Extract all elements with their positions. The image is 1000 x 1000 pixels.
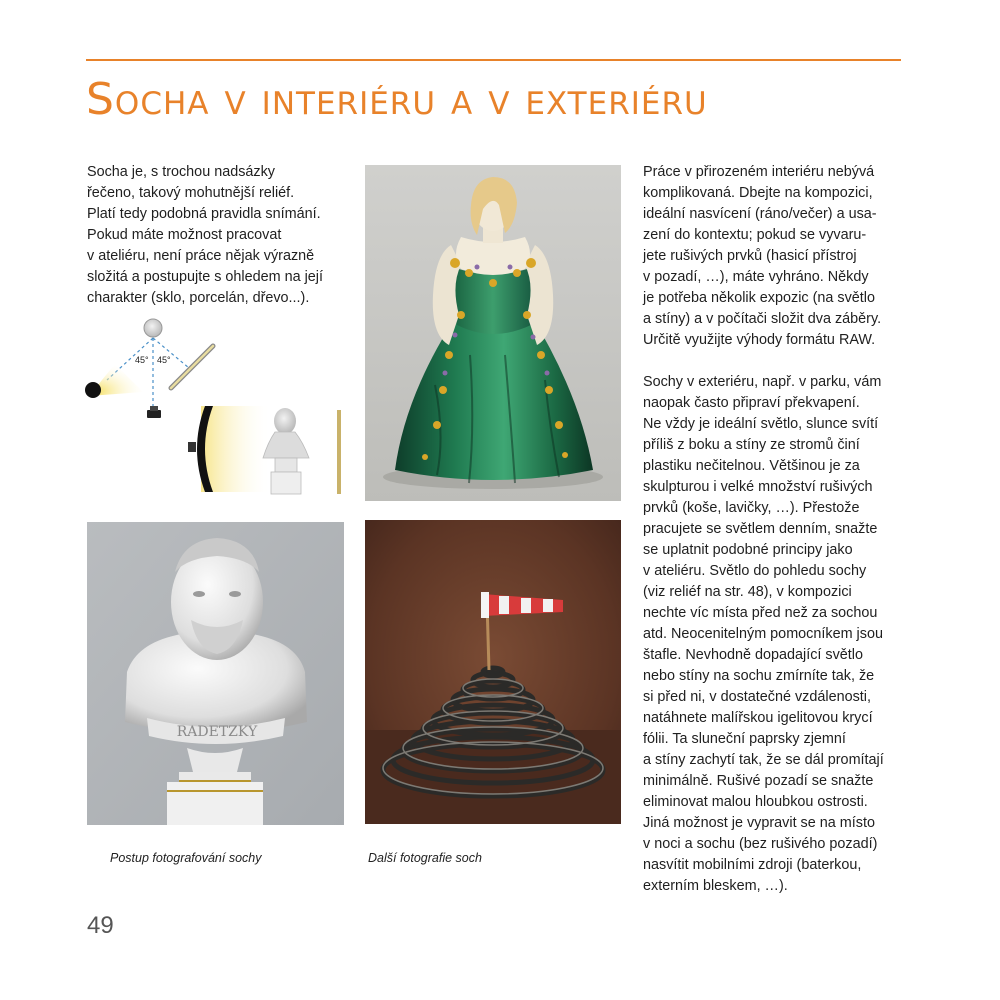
text-line: zení do kontextu; pokud se vyvaru- <box>643 227 867 243</box>
green-statue-photo <box>365 165 621 501</box>
lighting-diagram <box>85 318 355 500</box>
text-line: skulpturou i velké množství rušivých <box>643 479 873 495</box>
text-line: Pokud máte možnost pracovat <box>87 227 282 243</box>
text-line: Práce v přirozeném interiéru nebývá <box>643 164 875 180</box>
header-rule <box>86 59 901 61</box>
text-line: Jiná možnost je vypravit se na místo <box>643 815 875 831</box>
text-line: natáhnete malířskou igelitovou krycí <box>643 710 873 726</box>
statue-top-view-icon <box>144 319 162 337</box>
text-line: v pozadí, …), máte vyhráno. Někdy <box>643 269 869 285</box>
angle-label-left: 45° <box>135 355 149 365</box>
text-line: ideální nasvícení (ráno/večer) a usa- <box>643 206 877 222</box>
text-line: řečeno, takový mohutnější reliéf. <box>87 185 295 201</box>
page-number: 49 <box>87 912 114 939</box>
text-line: nasvítit mobilními zdroji (baterkou, <box>643 857 862 873</box>
text-line: složitá a postupujte s ohledem na její <box>87 269 323 285</box>
text-line: prvků (koše, lavičky, …). Přestože <box>643 500 860 516</box>
text-line: si před ni, v dostatečné vzdálenosti, <box>643 689 871 705</box>
camera-top-icon <box>147 410 161 418</box>
text-line <box>643 351 884 372</box>
reflector-side-icon <box>337 410 341 494</box>
bust-side-icon <box>274 408 296 434</box>
text-line: Určitě využijte výhody formátu RAW. <box>643 332 876 348</box>
text-line: nechte víc místa před než za sochou <box>643 605 878 621</box>
caption-left: Postup fotografování sochy <box>110 851 262 865</box>
light-source-icon <box>85 382 101 398</box>
text-line: a stíny zachytí tak, že se dál promítají <box>643 752 884 768</box>
text-line: naopak často připraví překvapení. <box>643 395 860 411</box>
angle-label-right: 45° <box>157 355 171 365</box>
text-line: minimálně. Rušivé pozadí se snažte <box>643 773 874 789</box>
text-line: Sochy v exteriéru, např. v parku, vám <box>643 374 882 390</box>
text-line: a stíny) a v počítači složit dva záběry. <box>643 311 882 327</box>
text-line: externím bleskem, …). <box>643 878 788 894</box>
radetzky-bust-photo <box>87 522 344 825</box>
caption-right: Další fotografie soch <box>368 851 482 865</box>
text-line: příliš z boku a stíny ze stromů činí <box>643 437 860 453</box>
text-line: (viz reliéf na str. 48), v kompozici <box>643 584 852 600</box>
text-line: pracujete se světlem denním, snažte <box>643 521 878 537</box>
text-line: v ateliéru, není práce nějak výrazně <box>87 248 315 264</box>
spiral-sculpture-photo <box>365 520 621 824</box>
text-line: atd. Neocenitelným pomocníkem jsou <box>643 626 883 642</box>
page-title: Socha v interiéru a v exteriéru <box>86 74 708 125</box>
text-line: nebo stíny na sochu zmírníte tak, že <box>643 668 875 684</box>
text-line: plastiku nečitelnou. Většinou je za <box>643 458 860 474</box>
text-line: v noci a sochu (bez rušivého pozadí) <box>643 836 878 852</box>
text-line: komplikovaná. Dbejte na kompozici, <box>643 185 873 201</box>
text-line: štafle. Nevhodně dopadající světlo <box>643 647 863 663</box>
text-line: eliminovat malou hloubkou ostrosti. <box>643 794 868 810</box>
left-column-text <box>87 162 323 309</box>
text-line: je potřeba několik expozic (na světlo <box>643 290 875 306</box>
text-line: fólii. Ta sluneční paprsky zjemní <box>643 731 846 747</box>
text-line: v ateliéru. Světlo do pohledu sochy <box>643 563 867 579</box>
text-line: jete rušivých prvků (hasicí přístroj <box>643 248 857 264</box>
text-line: Platí tedy podobná pravidla snímání. <box>87 206 321 222</box>
text-line: charakter (sklo, porcelán, dřevo...). <box>87 290 310 306</box>
right-column-text <box>643 162 884 897</box>
bust-inscription: RADETZKY <box>176 724 258 740</box>
text-line: Socha je, s trochou nadsázky <box>87 164 275 180</box>
text-line: Ne vždy je ideální světlo, slunce svítí <box>643 416 879 432</box>
text-line: se uplatnit podobné principy jako <box>643 542 853 558</box>
